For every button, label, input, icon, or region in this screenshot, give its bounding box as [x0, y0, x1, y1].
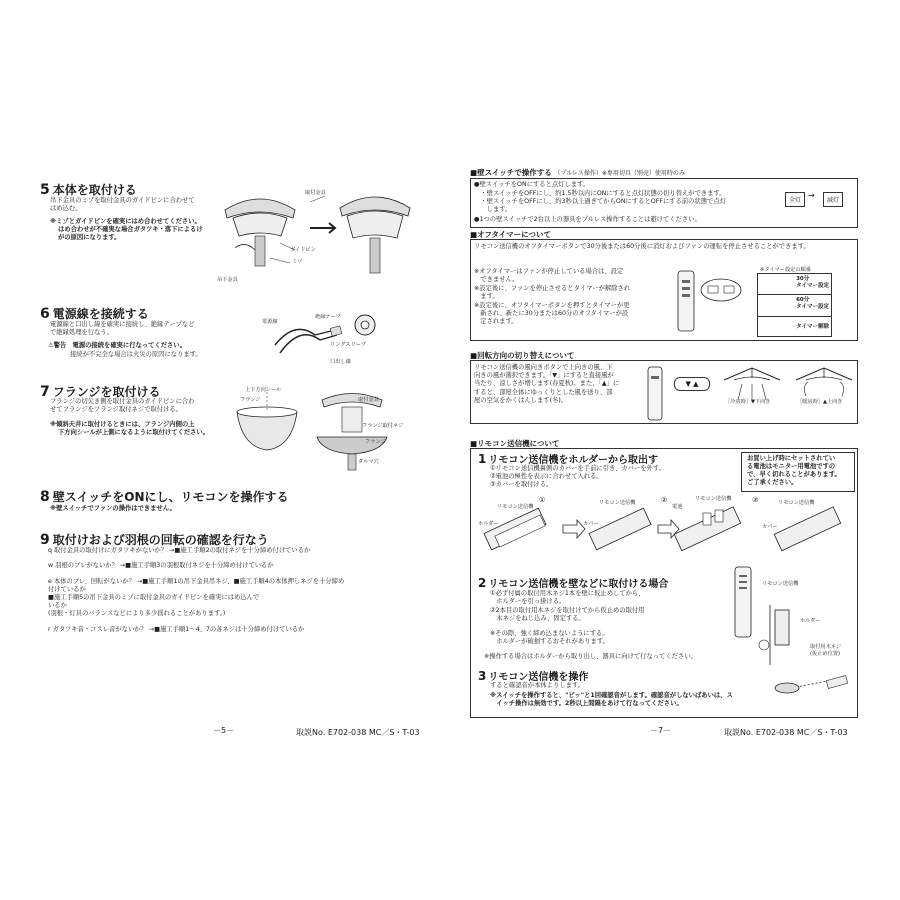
step5-heading: 5 本体を取付ける — [40, 182, 137, 198]
step8-note: ※壁スイッチでファンの操作はできません。 — [50, 505, 176, 512]
step7-note-2: 下方向シールが上側になるように取付けてください。 — [58, 429, 209, 436]
label-tape: 絶縁テープ — [315, 314, 341, 320]
rotation-heading: ■回転方向の切り替えについて — [470, 351, 575, 360]
battery-note-2: る電池はモニター用電池ですの — [747, 463, 836, 470]
step6-warning-1: ⚠警告 電源の接続を確実に行なってください。 — [48, 342, 186, 349]
off-timer-note-6: 新され、新たに30分または60分のオフタイマーが設 — [474, 310, 629, 317]
rotation-text-4: すると、部屋全体にゆっくりとした風を送り、部 — [474, 389, 613, 396]
step7-heading: 7 フランジを取付ける — [40, 384, 161, 400]
remote-step1-heading: 1 リモコン送信機をホルダーから取出す — [478, 452, 658, 466]
check-q: q 取付金具の取付けにガタツキがないか？ →■施工手順2の取付ネジを十分締め付けているか — [48, 547, 311, 554]
left-page-number: －5－ — [213, 726, 235, 735]
step5-note-2: はめ合わせが不確実な場合ガタツキ・落下によるけ — [58, 226, 203, 233]
remote-step3-heading: 3 リモコン送信機を操作 — [478, 669, 589, 683]
direction-buttons: ▼ ▲ — [674, 377, 710, 391]
remote-step1-line-1: ①リモコン送信機裏側のカバーを手前に引き、カバーを外す。 — [490, 465, 665, 472]
remote-step1-line-2: ②電池の極性を表示に合わせて入れる。 — [490, 473, 603, 480]
step9-heading: 9 取付けおよび羽根の回転の確認を行なう — [40, 532, 269, 548]
timer-row-30: 30分 タイマー設定 — [758, 274, 831, 295]
step5-text-1: 吊下金具のミゾを取付金具のガイドピンに合わせて — [50, 197, 195, 204]
wall-line-3: ・壁スイッチをOFFにし、約3秒以上過ぎてからONにするとOFFにする前の状態で点灯 — [474, 198, 726, 205]
rotation-text-1: リモコン送信機の風向きボタンで上向きの風、下 — [474, 364, 613, 371]
step5-text-2: はめ込む。 — [50, 205, 82, 212]
label-lead-wire: 口出し線 — [330, 359, 351, 365]
step5-note-3: がの原因になります。 — [58, 234, 121, 241]
label-remote-d: リモコン送信機 — [778, 500, 815, 506]
check-e-4: いるか — [48, 602, 67, 609]
label-flange: フランジ — [240, 397, 261, 403]
label-cover-b: カバー — [762, 524, 778, 530]
remote-icon-timer — [676, 270, 696, 332]
label-cover-a: カバー — [583, 521, 599, 527]
label-remote-b: リモコン送信機 — [599, 500, 636, 506]
timer-row-cancel: タイマー解除 — [796, 324, 829, 330]
label-hanger: 吊下金具 — [217, 277, 238, 283]
remote-step3-line-1: すると確認音が本体よりします。 — [490, 682, 584, 689]
label-battery: 電池 — [672, 504, 683, 510]
right-doc-number: 取説No. E702-038 MC／S・T-03 — [724, 728, 848, 737]
off-timer-note-3: ※設定後に、ファンを停止させるとタイマーが解除され — [474, 285, 631, 292]
remote-step2-line-1: ①必ず付属の取付用木ネジ1本を壁に仮止めしてから、 — [490, 590, 645, 597]
battery-note-4: ご了承ください。 — [747, 479, 798, 486]
label-guide-pin: ガイドピン — [290, 247, 316, 253]
label-holder-a: ホルダー — [478, 521, 499, 527]
step8-heading: 8 壁スイッチをONにし、リモコンを操作する — [40, 489, 289, 505]
check-e-3: ■施工手順5の吊下金具のミゾに取付金具のガイドピンを確実にはめ込んで — [48, 594, 260, 601]
remote-heading: ■リモコン送信機について — [470, 439, 560, 448]
remote-icon-rotation — [646, 366, 664, 421]
off-timer-note-1: ※オフタイマーはファンが停止している場合は、設定 — [474, 268, 624, 275]
label-remote-a: リモコン送信機 — [497, 504, 534, 510]
remote-step2-line-6: ホルダーが破損するおそれがあります。 — [490, 638, 609, 645]
off-timer-note-4: ます。 — [474, 293, 499, 300]
off-timer-heading: ■オフタイマーについて — [470, 230, 552, 239]
right-page-number: －7－ — [650, 726, 672, 735]
flow-full: 全灯 — [785, 192, 805, 207]
label-keyhole: ダルマ穴 — [358, 459, 379, 465]
step7-text-2: せてフランジをフランジ取付ネジで取付ける。 — [50, 406, 182, 413]
operate-illustration — [772, 668, 852, 708]
step7-note-1: ※傾斜天井に取付けるときには、フランジ内側の上 — [50, 421, 195, 428]
remote-step2-line-3: ②2本目の取付用木ネジを取付けてから仮止めの取付用 — [490, 607, 645, 614]
check-e: e 本体のブレ、回転がないか？ →■施工手順1の吊下金具吊ネジ、■施工手順4の本体押しネジを十分締め — [48, 578, 345, 585]
left-doc-number: 取説No. E702-038 MC／S・T-03 — [296, 728, 420, 737]
wall-line-5: ●1つの壁スイッチで2台以上の器具をプルレス操作することは避けてください。 — [474, 216, 701, 223]
step7-text-1: フランジの切欠き側を取付金具のガイドピンに合わ — [50, 398, 195, 405]
remote-step2-heading: 2 リモコン送信機を壁などに取付ける場合 — [478, 576, 669, 590]
label-groove: ミゾ — [292, 259, 303, 265]
timer-row-60: 60分 タイマー設定 — [758, 294, 831, 317]
off-timer-note-5: ※設定後に、オフタイマーボタンを押すとタイマーが更 — [474, 302, 630, 309]
label-cooling-down: ［冷房時］▼下向き — [725, 399, 771, 405]
step6-heading: 6 電源線を接続する — [40, 306, 149, 322]
remote-step3-line-2: ※スイッチを操作すると、"ピッ"と1回確認音がします。確認音がしないばあいは、ス — [490, 692, 733, 699]
wall-line-4: します。 — [474, 206, 512, 213]
rotation-text-3: 当たり、涼しさが増します(春夏秋)。また、「▲」に — [474, 380, 620, 387]
label-heating-up: ［暖房時］▲上向き — [797, 399, 843, 405]
remote-step1-line-3: ③カバーを取付ける。 — [490, 481, 553, 488]
step5-note-1: ※ミゾとガイドピンを確実にはめ合わせてください。 — [50, 218, 201, 225]
label-flange-screw: フランジ取付ネジ — [362, 423, 404, 429]
label-power-wire: 電源線 — [262, 319, 278, 325]
label-bracket: 取付金具 — [305, 190, 326, 196]
timer-callout — [700, 278, 742, 302]
label-screws: 取付用木ネジ (仮止め位置) — [810, 644, 842, 657]
label-flange-2: フランジ — [365, 439, 386, 445]
rotation-text-5: 屋の空気をかくはんします(冬)。 — [474, 397, 568, 404]
step6-warning-2: 接続が不完全な場合は火災の原因になります。 — [70, 351, 202, 358]
wall-switch-heading: ■壁スイッチで操作する （プルレス操作）※専用切具（別売）使用時のみ — [470, 168, 685, 177]
label-bracket-7: 取付金具 — [358, 397, 379, 403]
off-timer-note-2: できません。 — [474, 276, 519, 283]
battery-note-3: で、早く切れることがあります。 — [747, 471, 841, 478]
flow-dim: 減灯 — [823, 192, 843, 207]
circle-1: ① — [539, 496, 546, 504]
check-e-2: 付けているか — [48, 586, 86, 593]
remote-step2-line-2: ホルダーを引っ掛ける。 — [490, 598, 566, 605]
circle-3: ③ — [752, 496, 759, 504]
label-holder-b: ホルダー — [800, 618, 821, 624]
off-timer-intro: リモコン送信機のオフタイマーボタンで30分後または60分後に消灯およびファンの運転を停止させることができます。 — [474, 243, 810, 250]
wall-line-1: ●壁スイッチをONにすると点灯します。 — [474, 181, 590, 188]
label-seal: 上下方向シール — [245, 387, 282, 393]
circle-2: ② — [661, 496, 668, 504]
remote-step2-line-5: ※その際、強く締め込まないようにする。 — [490, 630, 609, 637]
timer-order-head: ※タイマー設定の順番 — [760, 267, 811, 273]
label-remote-e: リモコン送信機 — [762, 581, 799, 587]
remote-step2-line-7: ※操作する場合はホルダーから取り出し、器具に向けて行なってください。 — [484, 653, 697, 660]
check-e-5: (羽根・灯具のバランスなどにより多少揺れることがあります。) — [48, 610, 226, 617]
label-sleeve: リングスリーブ — [330, 342, 366, 348]
remote-step2-line-4: 木ネジをねじ込み、固定する。 — [490, 615, 585, 622]
rotation-text-2: 向きの風が選択できます。「▼」にすると直接風が — [474, 372, 614, 379]
flow-arrow: → — [808, 191, 815, 200]
step6-text-1: 電源線と口出し線を確実に接続し、絶縁テープなど — [50, 321, 195, 328]
timer-table — [757, 273, 832, 337]
remote-step3-line-3: イッチ操作は無効です。2秒以上間隔をあけて行なってください。 — [490, 700, 683, 707]
wall-line-2: ・壁スイッチをOFFにし、約1.5秒以内にONにすると点灯状態の切り替えができます。 — [474, 190, 726, 197]
check-r: r ガタツキ音・コスレ音がないか？ →■施工手順1～4、7の各ネジは十分締め付けているか — [48, 626, 305, 633]
check-w: w 羽根のブレがないか？ →■施工手順3の羽根取付ネジを十分締め付けているか — [48, 562, 274, 569]
off-timer-note-7: 定されます。 — [474, 318, 518, 325]
label-remote-c: リモコン送信機 — [695, 496, 732, 502]
step6-text-2: で絶縁処理を行なう。 — [50, 329, 113, 336]
battery-note-1: お買い上げ時にセットされてい — [747, 455, 836, 462]
